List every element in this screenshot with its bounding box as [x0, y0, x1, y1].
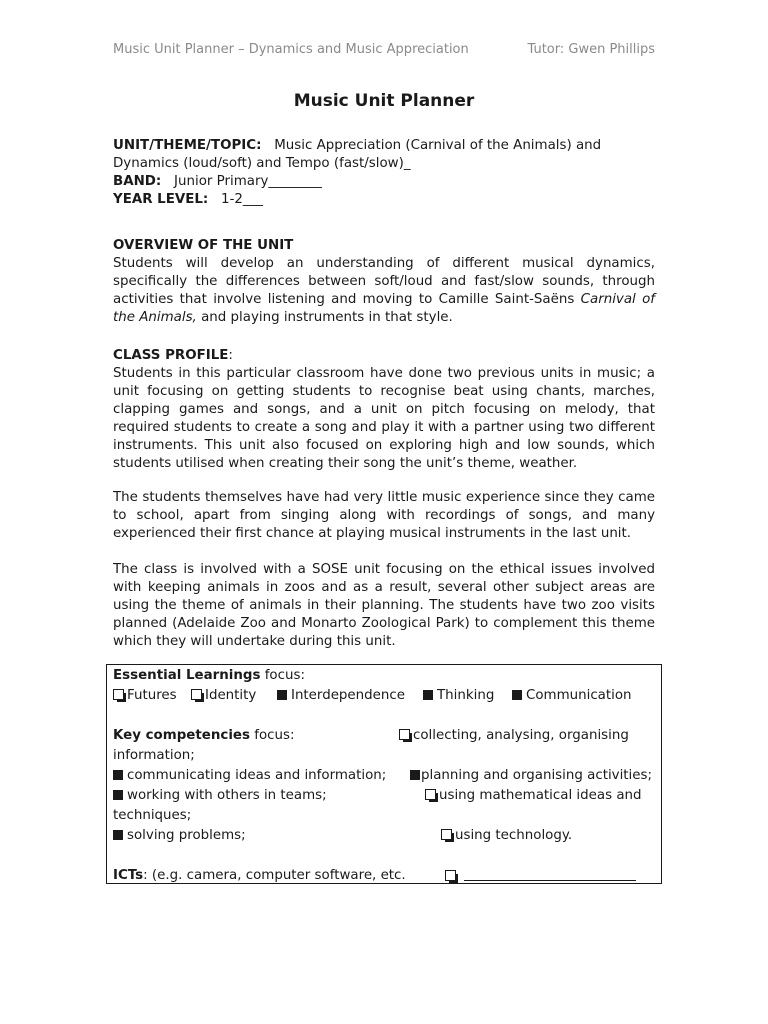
- essential-futures[interactable]: Futures: [113, 686, 177, 706]
- icts-text: : (e.g. camera, computer software, etc.: [143, 868, 406, 883]
- competency-row-3: [113, 786, 655, 806]
- checked-square-icon: [410, 770, 420, 780]
- focus-box: [106, 664, 662, 884]
- essential-thinking[interactable]: Thinking: [423, 686, 494, 706]
- checkbox-icon: [191, 689, 202, 700]
- checked-square-icon: [277, 690, 287, 700]
- essential-communication[interactable]: Communication: [512, 686, 632, 706]
- class-profile-paragraph-2: The students themselves have had very little music experience since they came to school, apart from singing along with recordings of songs, and many experienced their first chance at playing musical instruments in the last unit.: [113, 490, 655, 541]
- essential-identity[interactable]: Identity: [191, 686, 256, 706]
- band-label: BAND: [113, 174, 156, 189]
- competency-working[interactable]: working with others in teams;: [113, 786, 327, 806]
- competency-mathematical[interactable]: using mathematical ideas and: [425, 786, 642, 806]
- essential-interdependence[interactable]: Interdependence: [277, 686, 405, 706]
- unit-line-1: UNIT/THEME/TOPIC: Music Appreciation (Carnival of the Animals) and: [113, 138, 602, 153]
- competency-technology[interactable]: using technology.: [441, 826, 572, 846]
- competency-row-4: [113, 826, 655, 846]
- competency-planning[interactable]: planning and organising activities;: [410, 766, 652, 786]
- overview-text-italic: Carnival of the Animals,: [113, 292, 655, 325]
- checkbox-icon: [399, 729, 410, 740]
- key-suffix: focus:: [249, 728, 295, 743]
- class-profile-heading: CLASS PROFILE: [113, 348, 229, 363]
- checkbox-icon: [113, 689, 124, 700]
- competency-row-2: [113, 766, 655, 786]
- checked-square-icon: [113, 790, 123, 800]
- band-line: BAND: Junior Primary________: [113, 174, 322, 189]
- unit-info: [113, 137, 655, 209]
- band-value: Junior Primary________: [174, 174, 322, 189]
- unit-value-2: Dynamics (loud/soft) and Tempo (fast/slow)_: [113, 156, 411, 171]
- unit-value-1: Music Appreciation (Carnival of the Animals) and: [274, 138, 602, 153]
- checkbox-icon: [441, 829, 452, 840]
- spacer: [113, 846, 655, 866]
- class-profile-heading-line: CLASS PROFILE:: [113, 348, 233, 363]
- competency-collecting-cont: information;: [113, 748, 195, 763]
- competency-communicating[interactable]: communicating ideas and information;: [113, 766, 386, 786]
- page-title: Music Unit Planner: [293, 91, 475, 111]
- class-profile-paragraph-3: The class is involved with a SOSE unit focusing on the ethical issues involved with keeping animals in zoos and as a result, several other subject areas are using the theme of animals in their planning. The students have two zoo visits planned (Adelaide Zoo and Monarto Zoological Park) to complement this theme which they will undertake during this unit.: [113, 562, 655, 649]
- competency-collecting[interactable]: collecting, analysing, organising: [399, 726, 629, 746]
- competency-solving[interactable]: solving problems;: [113, 826, 246, 846]
- header-right: Tutor: Gwen Phillips: [527, 42, 655, 57]
- key-row: [113, 726, 655, 746]
- overview-text-b: and playing instruments in that style.: [196, 310, 453, 325]
- class-profile-section: [113, 347, 655, 651]
- icts-blank-line[interactable]: [464, 866, 636, 881]
- essential-heading-row: [113, 666, 655, 686]
- year-value: 1-2___: [221, 192, 264, 207]
- class-profile-paragraph-1: Students in this particular classroom have done two previous units in music; a unit focusing on getting students to recognise beat using chants, marches, clapping games and songs, and a unit on pitch focusing on melody, that required students to create a song and play it with a partner using two different instruments. This unit also focused on exploring high and low sounds, which students utilised when creating their song the unit’s theme, weather.: [113, 366, 655, 471]
- checked-square-icon: [423, 690, 433, 700]
- competency-mathematical-cont: techniques;: [113, 808, 192, 823]
- essential-suffix: focus:: [260, 668, 305, 683]
- overview-text: [113, 255, 655, 327]
- checkbox-icon: [425, 789, 436, 800]
- key-label: Key competencies: [113, 728, 250, 743]
- essential-label: Essential Learnings: [113, 668, 261, 683]
- icts-label: ICTs: [113, 868, 144, 883]
- year-label: YEAR LEVEL: [113, 192, 203, 207]
- overview-text-a: Students will develop an understanding of different musical dynamics, specifically the differences between soft/loud and fast/slow sounds, through activities that involve listening and moving to Camille Saint-Saëns: [113, 256, 655, 307]
- year-line: YEAR LEVEL: 1-2___: [113, 192, 264, 207]
- icts-other[interactable]: [445, 866, 636, 887]
- spacer: [113, 706, 655, 726]
- essentials-row: [113, 686, 655, 706]
- checked-square-icon: [113, 830, 123, 840]
- checked-square-icon: [113, 770, 123, 780]
- checkbox-icon: [445, 870, 456, 881]
- overview-section: [113, 237, 655, 327]
- overview-heading: OVERVIEW OF THE UNIT: [113, 238, 294, 253]
- unit-label: UNIT/THEME/TOPIC: [113, 138, 257, 153]
- checked-square-icon: [512, 690, 522, 700]
- icts-row: [113, 866, 655, 886]
- header-left: Music Unit Planner – Dynamics and Music Appreciation: [113, 42, 469, 57]
